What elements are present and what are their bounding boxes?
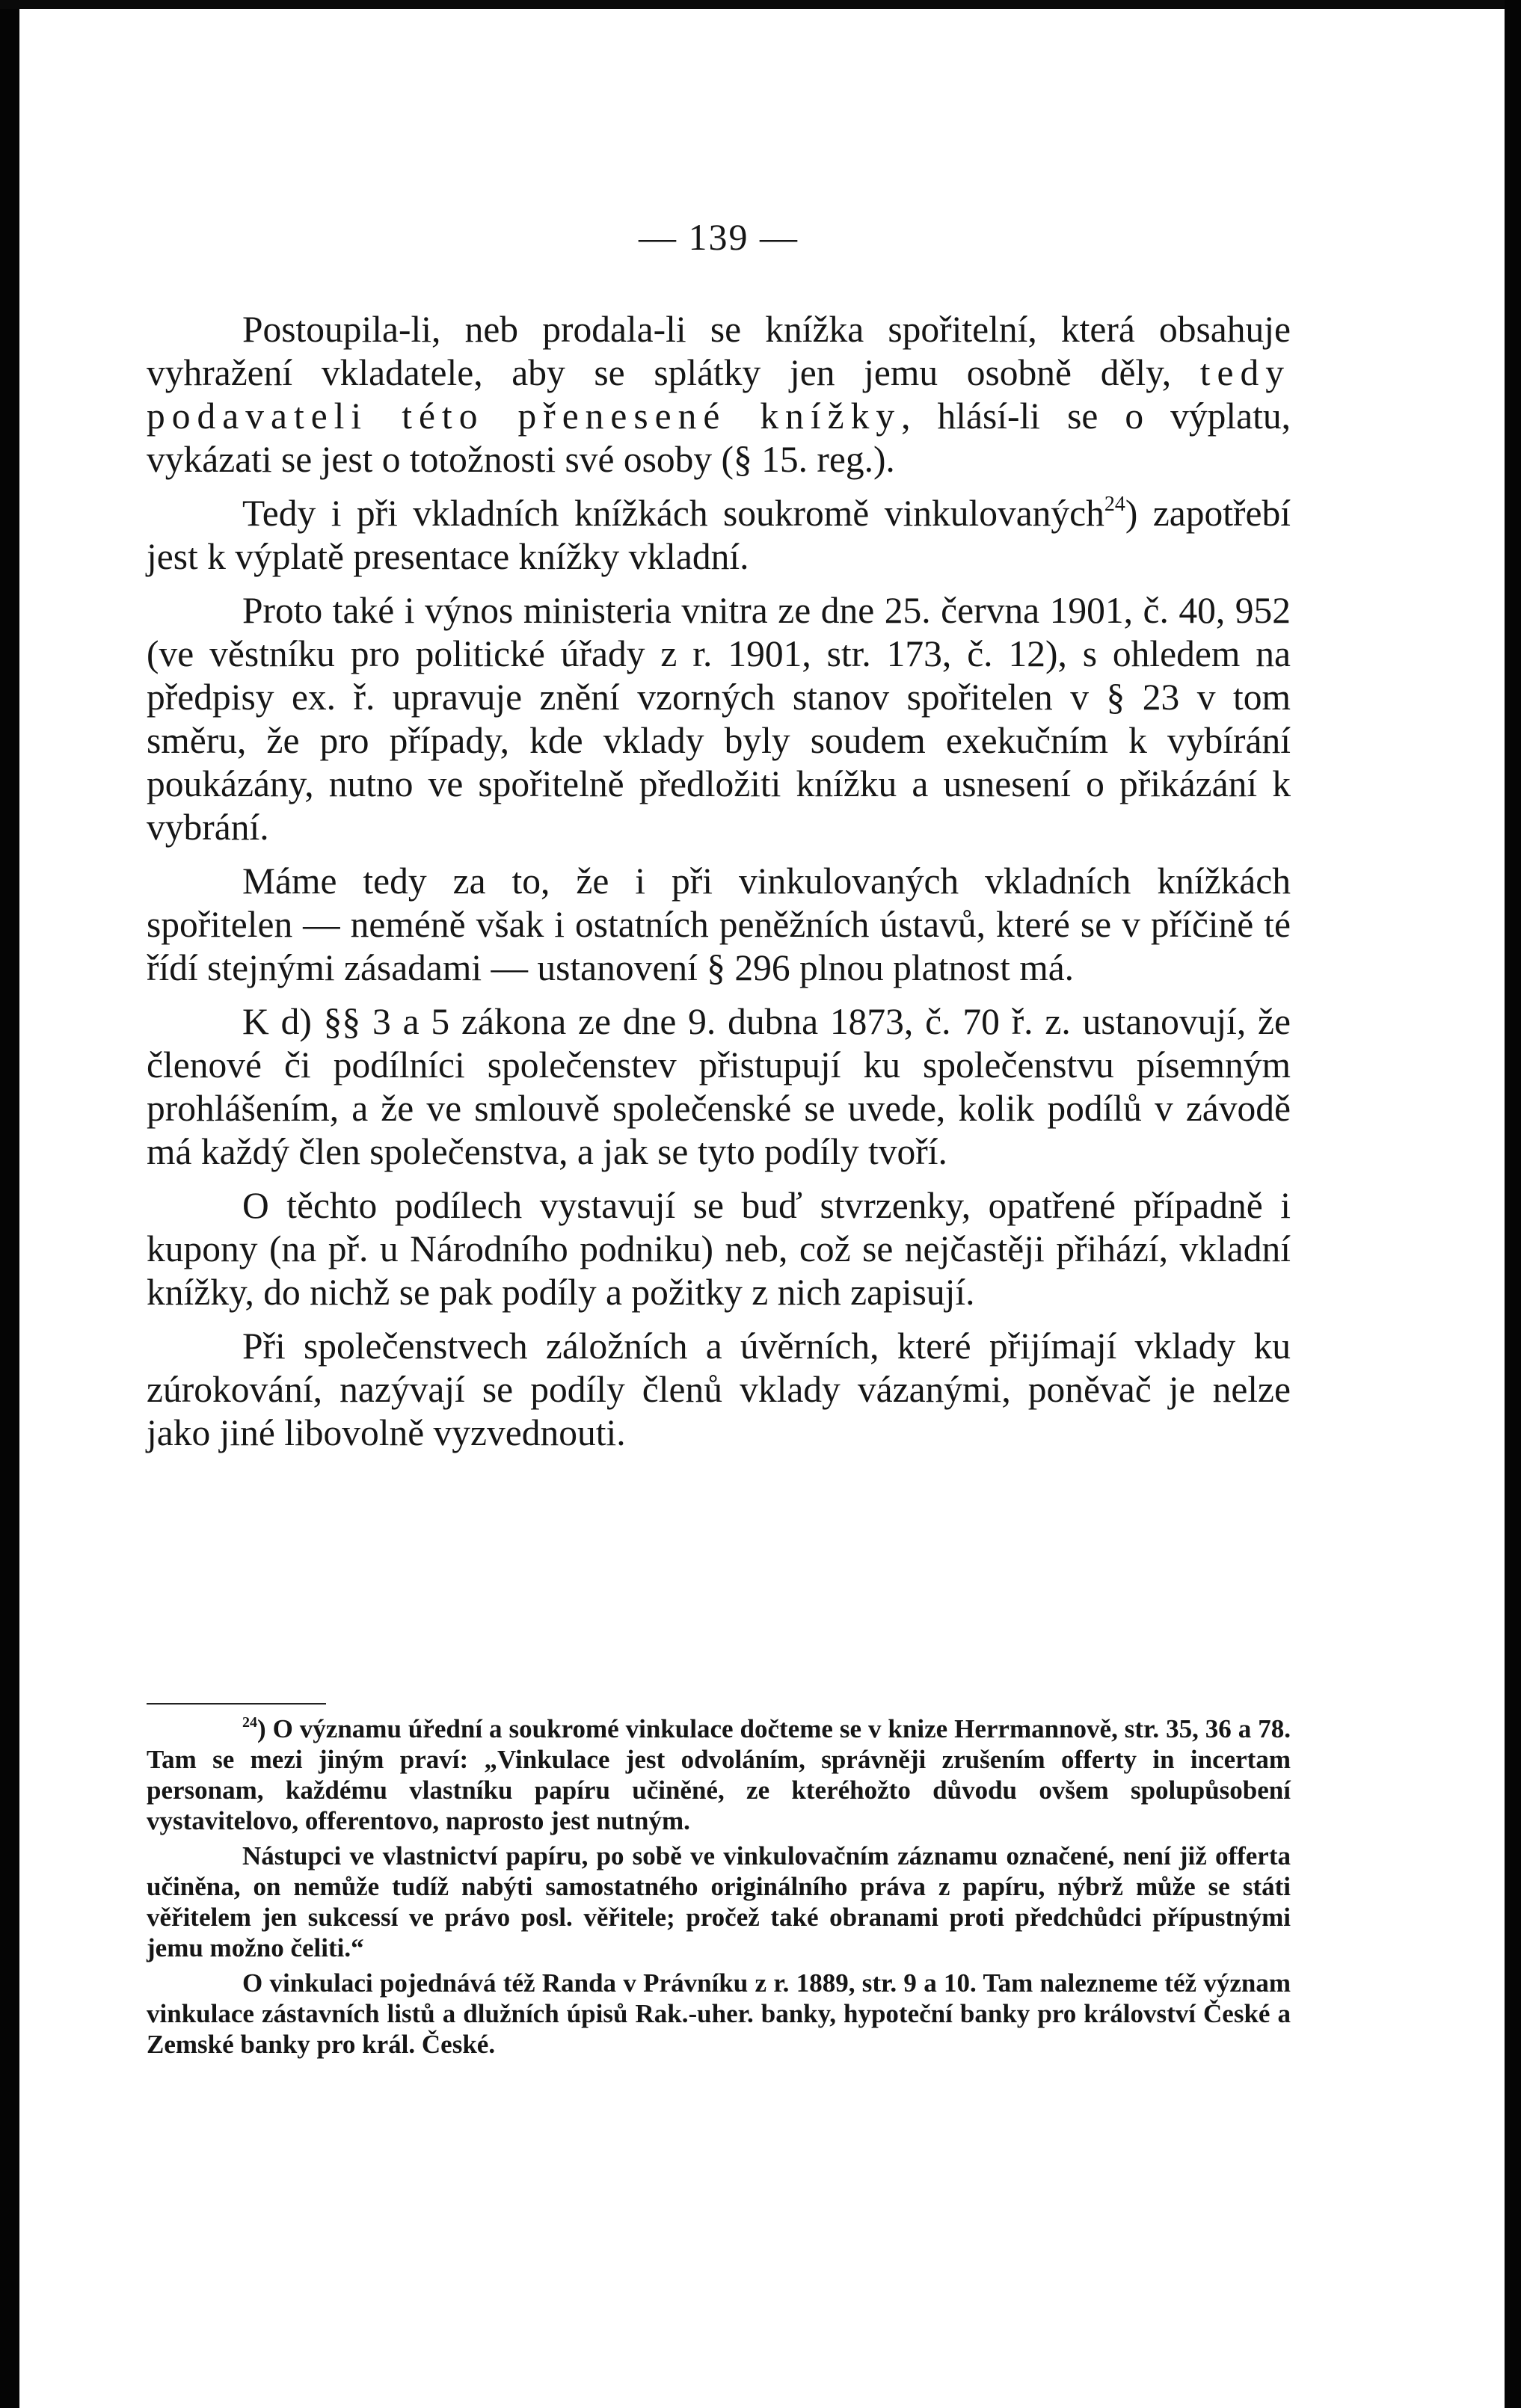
scan-edge-left	[0, 0, 19, 2408]
paragraph-2-start: Tedy i při vkladních knížkách soukromě vinkulovaných	[242, 493, 1104, 534]
paragraph-2-end: ) zapotřebí jest k výplatě presentace knížky vkladní.	[147, 493, 1291, 577]
paragraph-3: Proto také i výnos ministeria vnitra ze dne 25. června 1901, č. 40, 952 (ve věstníku pro politické úřady z r. 1901, str. 173, č. 12), s ohledem na předpisy ex. ř. upravuje znění vzorných stanov spořitelen v § 23 v tom směru, že pro případy, kde vklady byly soudem exekučním k vybírání poukázány, nutno ve spořitelně předložiti knížku a usnesení o přikázání k vybrání.	[147, 590, 1291, 848]
paragraph-1-emphasis: tedy podavateli této přenesené knížky	[147, 352, 1291, 437]
scan-edge-top	[0, 0, 1521, 9]
paragraph-1-end: , hlásí-li se o výplatu, vykázati se jest o totožnosti své osoby (§ 15. reg.).	[147, 395, 1291, 480]
body-text	[147, 308, 1291, 1465]
paragraph-7: Při společenstvech záložních a úvěrních, které přijímají vklady ku zúrokování, nazývají se podíly členů vklady vázanými, poněvač je nelze jako jiné libovolně vyzvednouti.	[147, 1325, 1291, 1453]
footnote-1-text: ) O významu úřední a soukromé vinkulace dočteme se v knize Herrmannově, str. 35, 36 a 78. Tam se mezi jiným praví: „Vinkulace jest odvoláním, správněji zrušením offerty in incertam personam, každému vlastníku papíru učiněné, ze kteréhožto důvodu ovšem spolupůsobení vystavitelovo, offerentovo, naprosto jest nutným.	[147, 1714, 1291, 1835]
footnote-number: 24	[242, 1714, 257, 1731]
footnote-1	[147, 1713, 1291, 1836]
paragraph-1-start: Postoupila-li, neb prodala-li se knížka spořitelní, která obsahuje vyhražení vkladatele, aby se splátky jen jemu osobně děly,	[147, 309, 1291, 393]
paragraph-5: K d) §§ 3 a 5 zákona ze dne 9. dubna 1873, č. 70 ř. z. ustanovují, že členové či podílníci společenstev přistupují ku společenstvu písemným prohlášením, a že ve smlouvě společenské se uvede, kolik podílů v závodě má každý člen společenstva, a jak se tyto podíly tvoří.	[147, 1001, 1291, 1172]
paragraph-6: O těchto podílech vystavují se buď stvrzenky, opatřené případně i kupony (na př. u Národního podniku) neb, což se nejčastěji přihází, vkladní knížky, do nichž se pak podíly a požitky z nich zapisují.	[147, 1185, 1291, 1313]
footnote-3: O vinkulaci pojednává též Randa v Právníku z r. 1889, str. 9 a 10. Tam nalezneme též význam vinkulace zástavních listů a dlužních úpisů Rak.-uher. banky, hypoteční banky pro království České a Zemské banky pro král. České.	[147, 1968, 1291, 2059]
page-number: — 139 —	[639, 216, 799, 258]
paragraph-4: Máme tedy za to, že i při vinkulovaných vkladních knížkách spořitelen — neméně však i ostatních peněžních ústavů, které se v příčině té řídí stejnými zásadami — ustanovení § 296 plnou platnost má.	[147, 860, 1291, 988]
footnote-divider	[147, 1703, 326, 1705]
footnote-reference-24[interactable]: 24	[1104, 493, 1125, 516]
footnotes	[147, 1713, 1291, 2064]
paragraph-1	[147, 308, 1291, 481]
footnote-2: Nástupci ve vlastnictví papíru, po sobě ve vinkulovačním záznamu označené, není již offerta učiněna, on nemůže tudíž nabýti samostatného originálního práva z papíru, nýbrž může se státi věřitelem jen sukcessí ve právo posl. věřitele; pročež také obranami proti předchůdci přípustnými jemu možno čeliti.“	[147, 1841, 1291, 1962]
paragraph-2	[147, 492, 1291, 579]
scan-edge-right	[1505, 0, 1521, 2408]
